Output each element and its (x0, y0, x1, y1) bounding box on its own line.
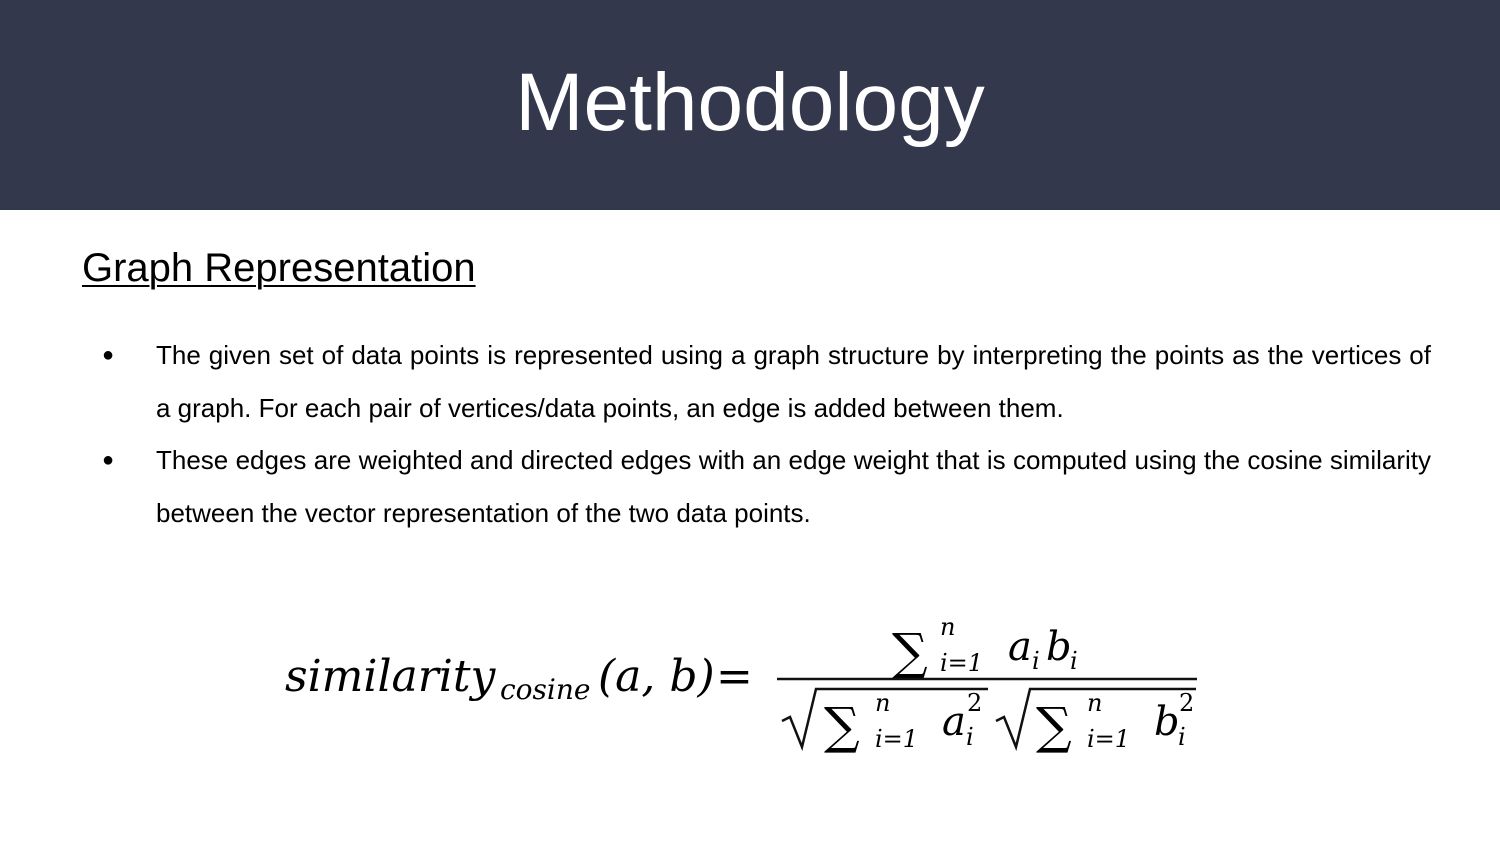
numerator-lower-limit: i=1 (940, 649, 984, 677)
formula-lhs-name: similarity (285, 651, 496, 702)
denominator-upper-limit: n (875, 689, 891, 717)
bullet-icon: ● (102, 344, 115, 366)
denominator-term-b: b (1154, 699, 1180, 745)
denominator-lower-limit: i=1 (1087, 725, 1131, 753)
denominator-lower-limit: i=1 (875, 725, 919, 753)
bullet-icon: ● (102, 449, 115, 471)
bullet-item (100, 329, 1431, 434)
bullet-text: The given set of data points is represented using a graph structure by interpreting the points as the vertices of a graph. For each pair of vertices/data points, an edge is added between them. (156, 340, 1431, 423)
bullet-item (100, 434, 1431, 539)
bullet-text: These edges are weighted and directed edges with an edge weight that is computed using the cosine similarity between the vector representation of the two data points. (156, 445, 1431, 528)
formula-lhs-args: (a, b) (598, 651, 715, 702)
cosine-similarity-formula (280, 605, 1210, 765)
denominator-term-a-sub: i (966, 723, 974, 751)
denominator-term-a-exp: 2 (967, 689, 983, 717)
denominator-sum-icon: ∑ (1036, 697, 1072, 755)
numerator-term-b-sub: i (1070, 647, 1078, 675)
slide-title: Methodology (515, 57, 985, 148)
formula-lhs-subscript: cosine (500, 673, 591, 706)
numerator-upper-limit: n (940, 613, 956, 641)
bullet-list (100, 329, 1431, 539)
numerator-term-a: a (1008, 624, 1032, 670)
numerator-term-a-sub: i (1032, 647, 1040, 675)
formula-equals: = (716, 651, 753, 702)
numerator-sum-icon: ∑ (892, 623, 928, 681)
numerator-term-b: b (1046, 624, 1072, 670)
section-heading: Graph Representation (82, 246, 476, 290)
denominator-term-a: a (942, 699, 966, 745)
denominator-upper-limit: n (1087, 689, 1103, 717)
denominator-sum-icon: ∑ (824, 697, 860, 755)
denominator-term-b-sub: i (1178, 723, 1186, 751)
denominator-term-b-exp: 2 (1179, 689, 1195, 717)
